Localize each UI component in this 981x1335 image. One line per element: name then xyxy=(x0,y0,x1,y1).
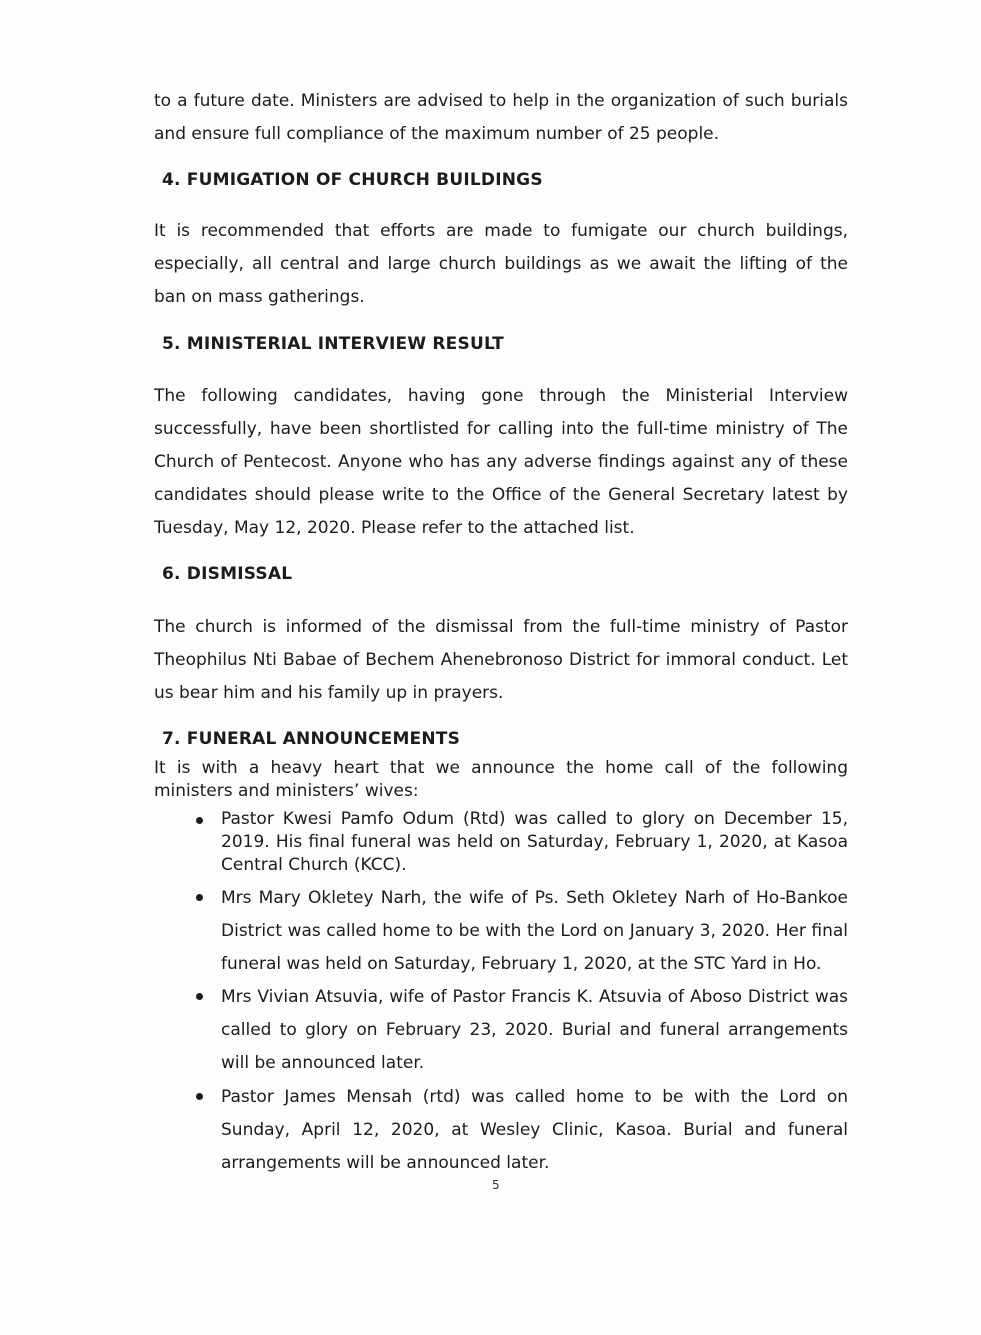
bullet-icon xyxy=(196,993,203,1000)
bullet-icon xyxy=(196,1093,203,1100)
funeral-heading: 7. FUNERAL ANNOUNCEMENTS xyxy=(162,729,461,749)
fumigation-paragraph: It is recommended that efforts are made to fumigate our church buildings, especially, all central and large church buildings as we await the lifting of the ban on mass gatherings. xyxy=(154,221,848,307)
list-item-text: Mrs Vivian Atsuvia, wife of Pastor Francis K. Atsuvia of Aboso District was called to glory on February 23, 2020. Burial and funeral arrangements will be announced later. xyxy=(221,987,848,1073)
list-item-text: Pastor Kwesi Pamfo Odum (Rtd) was called to glory on December 15, 2019. His final funeral was held on Saturday, February 1, 2020, at Kasoa Central Church (KCC). xyxy=(221,809,848,875)
list-item-text: Pastor James Mensah (rtd) was called home to be with the Lord on Sunday, April 12, 2020, at Wesley Clinic, Kasoa. Burial and funeral arrangements will be announced later. xyxy=(221,1087,848,1173)
interview-paragraph: The following candidates, having gone through the Ministerial Interview successfully, have been shortlisted for calling into the full-time ministry of The Church of Pentecost. Anyone who has any adverse findings against any of these candidates should please write to the Office of the General Secretary latest by Tuesday, May 12, 2020. Please refer to the attached list. xyxy=(154,386,848,538)
interview-heading: 5. MINISTERIAL INTERVIEW RESULT xyxy=(162,334,504,354)
bullet-icon xyxy=(196,894,203,901)
page-number: 5 xyxy=(492,1178,500,1192)
list-item-text: Mrs Mary Okletey Narh, the wife of Ps. Seth Okletey Narh of Ho-Bankoe District was called home to be with the Lord on January 3, 2020. Her final funeral was held on Saturday, February 1, 2020, at the STC Yard in Ho. xyxy=(221,888,848,974)
fumigation-heading: 4. FUMIGATION OF CHURCH BUILDINGS xyxy=(162,170,543,190)
bullet-icon xyxy=(196,817,203,824)
dismissal-paragraph: The church is informed of the dismissal from the full-time ministry of Pastor Theophilus Nti Babae of Bechem Ahenebronoso District for immoral conduct. Let us bear him and his family up in prayers. xyxy=(154,617,848,703)
dismissal-heading: 6. DISMISSAL xyxy=(162,564,293,584)
intro-paragraph: to a future date. Ministers are advised to help in the organization of such burials and ensure full compliance of the maximum number of 25 people. xyxy=(154,91,848,144)
funeral-intro-paragraph: It is with a heavy heart that we announce the home call of the following ministers and ministers’ wives: xyxy=(154,758,848,801)
